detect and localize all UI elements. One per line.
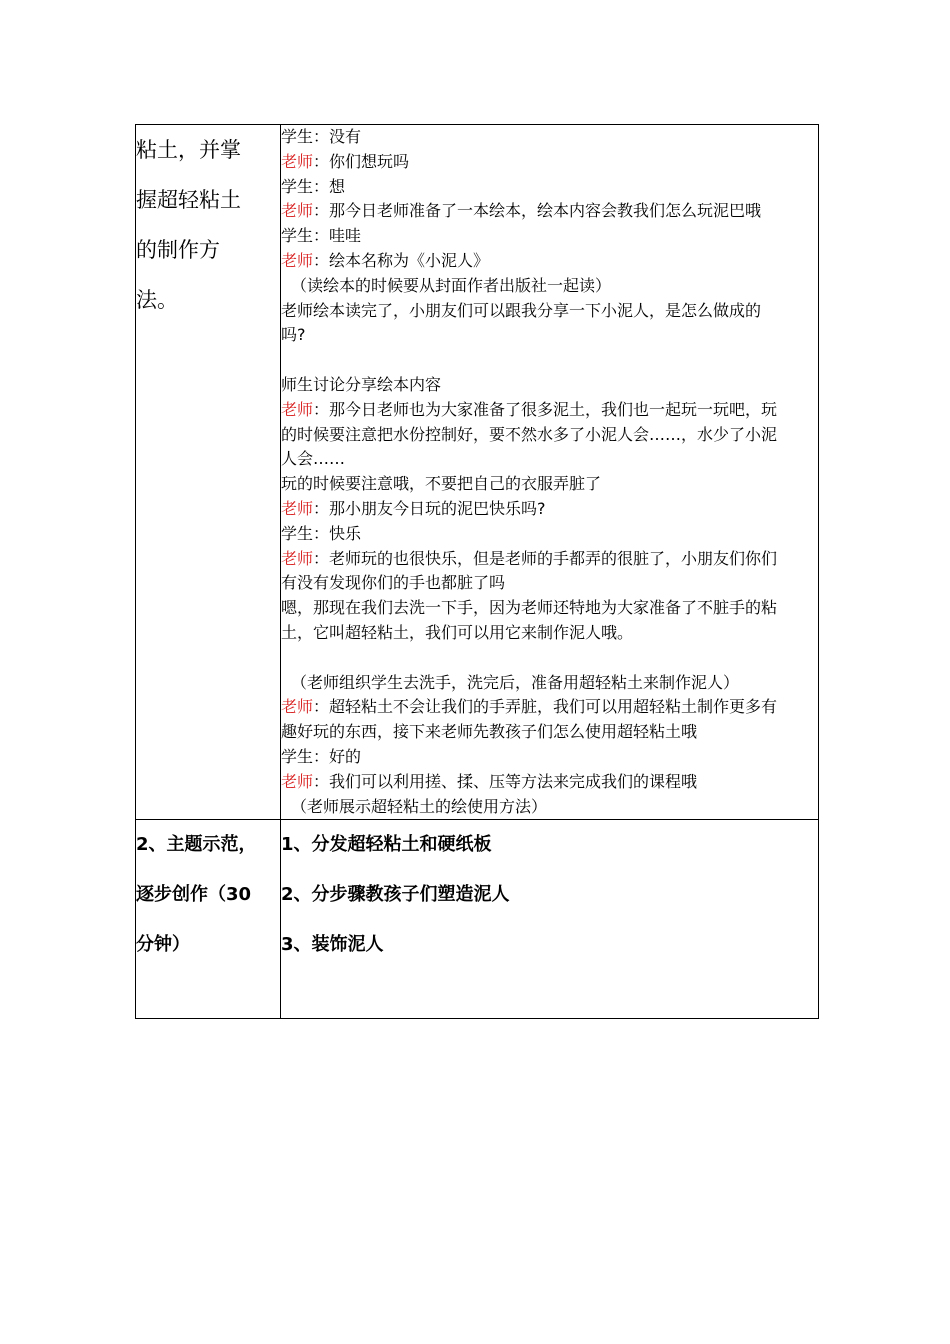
step-line: 逐步创作（30 bbox=[136, 884, 252, 906]
dialogue-text: ：超轻粘土不会让我们的手弄脏，我们可以用超轻粘土制作更多有 bbox=[313, 697, 778, 717]
table-row bbox=[136, 820, 819, 1019]
dialogue-text: ：那小朋友今日玩的泥巴快乐吗? bbox=[313, 498, 546, 518]
dialogue-list bbox=[281, 125, 818, 819]
dialogue-line bbox=[281, 472, 818, 497]
dialogue-line bbox=[281, 150, 818, 175]
dialogue-text: 老师绘本读完了，小朋友们可以跟我分享一下小泥人，是怎么做成的 bbox=[281, 300, 762, 320]
dialogue-line bbox=[281, 274, 818, 299]
dialogue-text: （老师展示超轻粘土的绘使用方法） bbox=[291, 796, 548, 816]
table-row bbox=[136, 125, 819, 820]
dialogue-text: ：绘本名称为《小泥人》 bbox=[313, 250, 490, 270]
dialogue-line bbox=[281, 720, 818, 745]
lesson-plan-table bbox=[135, 124, 819, 1019]
dialogue-text: （老师组织学生去洗手，洗完后，准备用超轻粘土来制作泥人） bbox=[291, 672, 740, 692]
speaker-label: 老师 bbox=[281, 548, 314, 568]
dialogue-text: ：我们可以利用搓、揉、压等方法来完成我们的课程哦 bbox=[313, 771, 698, 791]
dialogue-text: 趣好玩的东西，接下来老师先教孩子们怎么使用超轻粘土哦 bbox=[281, 722, 698, 742]
dialogue-text: 的时候要注意把水份控制好，要不然水多了小泥人会……，水少了小泥 bbox=[281, 424, 778, 444]
dialogue-line bbox=[281, 199, 818, 224]
dialogue-text: 土，它叫超轻粘土，我们可以用它来制作泥人哦。 bbox=[281, 622, 634, 642]
dialogue-line bbox=[281, 795, 818, 820]
speaker-label: 老师 bbox=[281, 498, 314, 518]
dialogue-cell bbox=[281, 125, 819, 820]
dialogue-line bbox=[281, 373, 818, 398]
speaker-label: 老师 bbox=[281, 399, 314, 419]
dialogue-line bbox=[281, 299, 818, 324]
objective-line: 法。 bbox=[136, 288, 178, 312]
dialogue-line bbox=[281, 671, 818, 696]
dialogue-text: 有没有发现你们的手也都脏了吗 bbox=[281, 573, 506, 593]
objective-line: 的制作方 bbox=[136, 238, 220, 262]
dialogue-line bbox=[281, 398, 818, 423]
objective-line: 粘土，并掌 bbox=[136, 138, 241, 162]
dialogue-text: 玩的时候要注意哦，不要把自己的衣服弄脏了 bbox=[281, 474, 602, 494]
objective-cell bbox=[136, 125, 281, 820]
step-content-line: 3、装饰泥人 bbox=[281, 934, 384, 956]
dialogue-line bbox=[281, 745, 818, 770]
dialogue-line bbox=[281, 596, 818, 621]
dialogue-line bbox=[281, 571, 818, 596]
dialogue-text: ：那今日老师也为大家准备了很多泥土，我们也一起玩一玩吧，玩 bbox=[313, 399, 778, 419]
dialogue-line bbox=[281, 522, 818, 547]
dialogue-line bbox=[281, 249, 818, 274]
step-line: 2、主题示范， bbox=[136, 834, 257, 856]
dialogue-line bbox=[281, 447, 818, 472]
dialogue-line bbox=[281, 646, 818, 671]
dialogue-text: ：你们想玩吗 bbox=[313, 151, 410, 171]
dialogue-text: 学生：好的 bbox=[281, 746, 362, 766]
dialogue-text: 人会…… bbox=[281, 449, 346, 469]
dialogue-text: （读绘本的时候要从封面作者出版社一起读） bbox=[291, 275, 612, 295]
dialogue-line bbox=[281, 770, 818, 795]
dialogue-line bbox=[281, 497, 818, 522]
dialogue-line bbox=[281, 323, 818, 348]
dialogue-text: 学生：快乐 bbox=[281, 523, 362, 543]
dialogue-line bbox=[281, 547, 818, 572]
speaker-label: 老师 bbox=[281, 697, 314, 717]
dialogue-text: ：那今日老师准备了一本绘本，绘本内容会教我们怎么玩泥巴哦 bbox=[313, 201, 762, 221]
dialogue-line bbox=[281, 125, 818, 150]
speaker-label: 老师 bbox=[281, 151, 314, 171]
step-line: 分钟） bbox=[136, 934, 190, 956]
dialogue-text: 学生：没有 bbox=[281, 127, 362, 146]
speaker-label: 老师 bbox=[281, 771, 314, 791]
step-content-line: 2、分步骤教孩子们塑造泥人 bbox=[281, 884, 510, 906]
dialogue-line bbox=[281, 175, 818, 200]
step-content-line: 1、分发超轻粘土和硬纸板 bbox=[281, 834, 492, 856]
objective-line: 握超轻粘土 bbox=[136, 188, 241, 212]
dialogue-line bbox=[281, 423, 818, 448]
dialogue-text: 吗? bbox=[281, 325, 306, 345]
speaker-label: 老师 bbox=[281, 250, 314, 270]
dialogue-line bbox=[281, 621, 818, 646]
step-content-cell bbox=[281, 820, 819, 1019]
dialogue-text: 师生讨论分享绘本内容 bbox=[281, 374, 442, 394]
dialogue-line bbox=[281, 695, 818, 720]
step-cell bbox=[136, 820, 281, 1019]
dialogue-text: 学生：想 bbox=[281, 176, 346, 196]
speaker-label: 老师 bbox=[281, 201, 314, 221]
dialogue-text: 嗯，那现在我们去洗一下手，因为老师还特地为大家准备了不脏手的粘 bbox=[281, 598, 778, 618]
dialogue-text: 学生：哇哇 bbox=[281, 226, 362, 246]
dialogue-line bbox=[281, 224, 818, 249]
dialogue-text: ：老师玩的也很快乐，但是老师的手都弄的很脏了，小朋友们你们 bbox=[313, 548, 778, 568]
dialogue-line bbox=[281, 348, 818, 373]
